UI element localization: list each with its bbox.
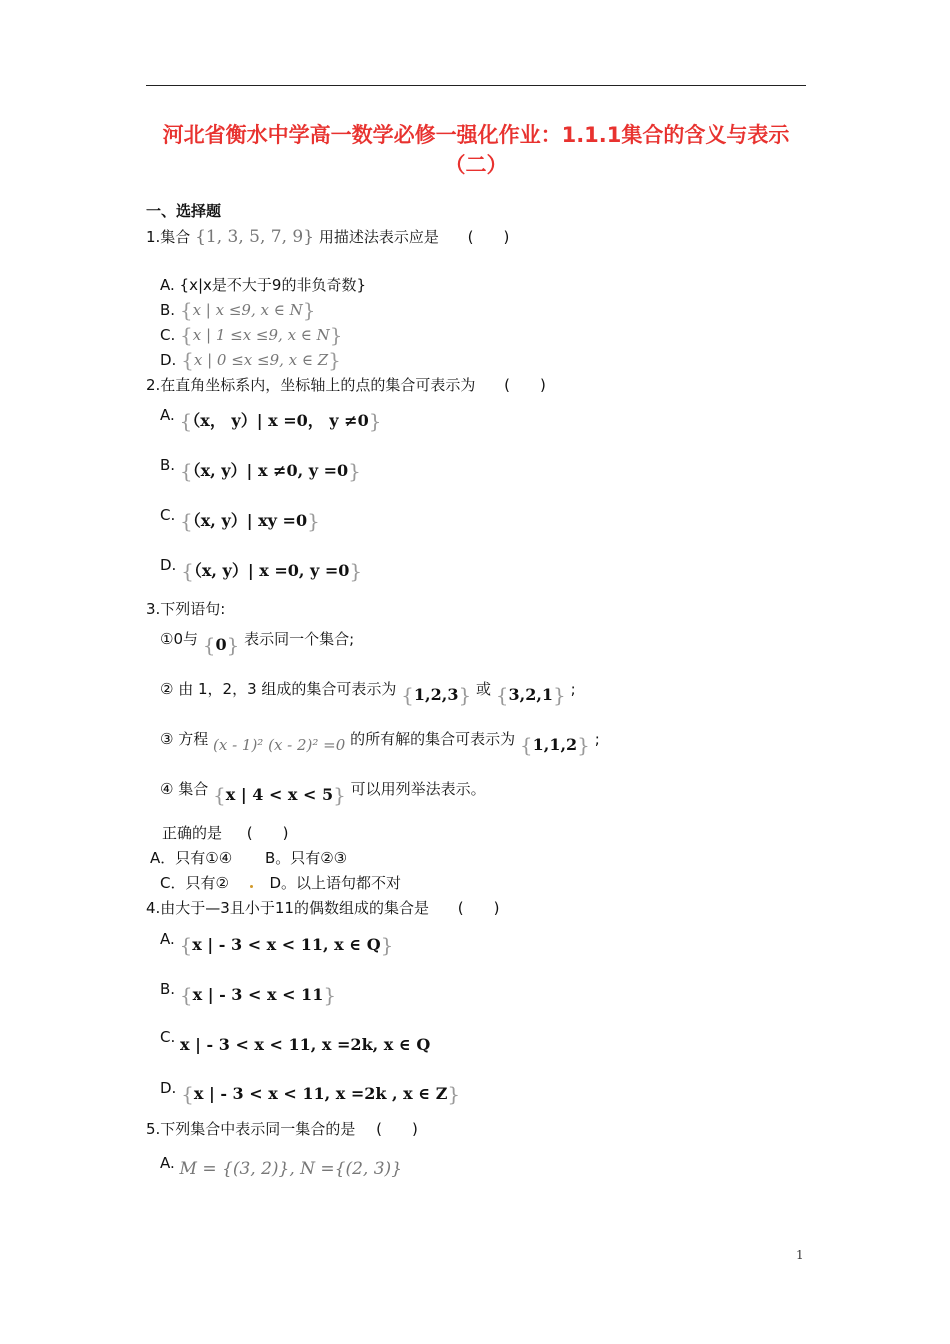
q3-option-a: A．只有①④	[150, 849, 233, 867]
q3-ask: 正确的是 ( )	[162, 824, 289, 842]
q3-statement-3: ③ 方程 (x - 1)² (x - 2)² =0 的所有解的集合可表示为 {1,1,2} ;	[160, 730, 600, 757]
q1-option-a: A. {x|x是不大于9的非负奇数}	[160, 276, 366, 294]
q5-stem: 5.下列集合中表示同一集合的是 ( )	[146, 1120, 418, 1138]
q3-statement-1: ①0与 {0} 表示同一个集合;	[160, 630, 355, 657]
q4-option-a: A. {x | - 3 < x < 11, x ∈ Q}	[160, 930, 394, 957]
q4-option-d: D. {x | - 3 < x < 11, x =2k , x ∈ Z}	[160, 1079, 461, 1106]
q4-option-c: C. x | - 3 < x < 11, x =2k, x ∈ Q	[160, 1028, 431, 1054]
q2-option-a: A. {（x， y）| x =0， y ≠0}	[160, 406, 382, 433]
q3-option-b: B。只有②③	[264, 849, 348, 867]
page-title: 河北省衡水中学高一数学必修一强化作业：1.1.1集合的含义与表示（二）	[162, 123, 790, 177]
q1-stem: 1.集合 {1, 3, 5, 7, 9} 用描述法表示应是 ( )	[146, 227, 510, 247]
q3-option-c: C．只有②	[160, 874, 229, 892]
q3-stem: 3.下列语句:	[146, 600, 226, 618]
q1-option-c: C. {x | 1 ≤x ≤9, x ∈ N}	[160, 323, 343, 347]
q1-option-b: B. {x | x ≤9, x ∈ N}	[160, 298, 316, 322]
q2-stem: 2.在直角坐标系内，坐标轴上的点的集合可表示为 ( )	[146, 376, 546, 394]
q4-stem: 4.由大于—3且小于11的偶数组成的集合是 ( )	[146, 899, 500, 917]
q3-option-d: D。以上语句都不对	[269, 874, 402, 892]
q3-statement-4: ④ 集合 {x | 4 < x < 5} 可以用列举法表示。	[160, 780, 486, 807]
q5-option-a: A. M = {(3, 2)}, N ={(2, 3)}	[160, 1154, 403, 1179]
stray-dot	[250, 885, 253, 888]
page-number: 1	[796, 1248, 804, 1262]
q3-options-row1	[150, 847, 347, 869]
q3-statement-2: ② 由 1，2，3 组成的集合可表示为 {1,2,3} 或 {3,2,1} ;	[160, 680, 576, 707]
q3-options-row2	[160, 872, 401, 894]
section-heading: 一、选择题	[146, 202, 222, 220]
q2-option-c: C. {（x, y）| xy =0}	[160, 506, 320, 533]
q4-option-b: B. {x | - 3 < x < 11}	[160, 980, 337, 1007]
q1-option-d: D. {x | 0 ≤x ≤9, x ∈ Z}	[160, 348, 341, 372]
q3-equation: (x - 1)² (x - 2)² =0	[213, 736, 346, 754]
header-rule	[146, 85, 806, 86]
q2-option-b: B. {（x, y）| x ≠0, y =0}	[160, 456, 361, 483]
q1-set: {1, 3, 5, 7, 9}	[195, 227, 315, 247]
q2-option-d: D. {（x, y）| x =0, y =0}	[160, 556, 363, 583]
